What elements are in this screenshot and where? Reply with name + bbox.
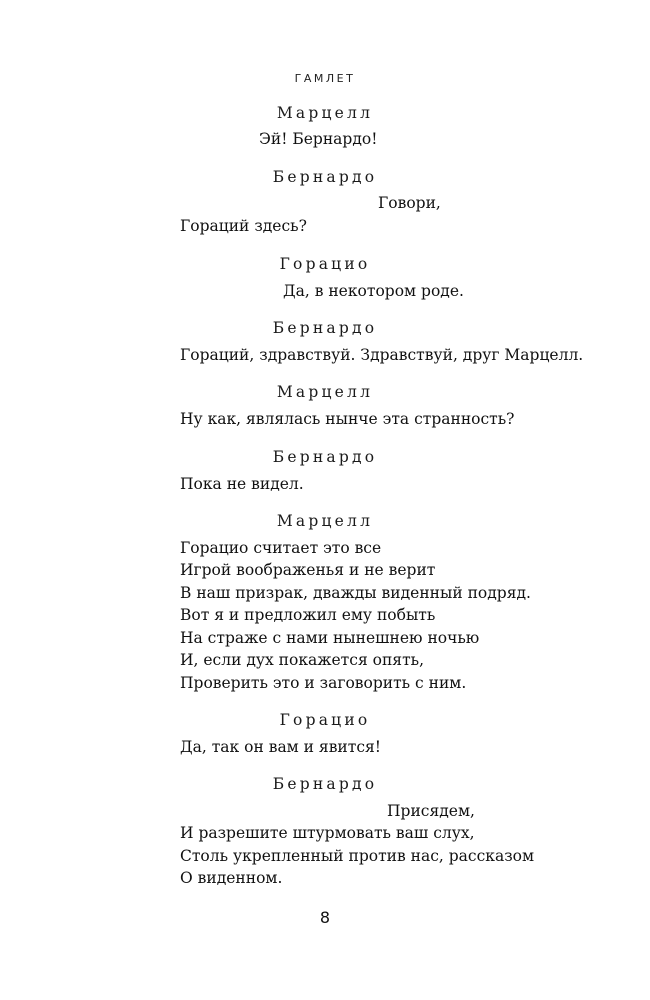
verse-line: Эй! Бернардо! (259, 130, 378, 148)
speaker-name: Бернардо (272, 319, 378, 337)
speaker-name: Горацио (279, 711, 371, 729)
verse-line: Столь укрепленный против нас, рассказом (180, 847, 535, 865)
verse-line: Вот я и предложил ему побыть (180, 606, 436, 624)
verse-line: Гораций здесь? (180, 217, 307, 235)
verse-line: Да, так он вам и явится! (180, 738, 382, 756)
verse-line: В наш призрак, дважды виденный подряд. (180, 584, 531, 602)
verse-line: Присядем, (387, 802, 475, 820)
speaker-name: Бернардо (272, 775, 378, 793)
verse-line: Ну как, являлась нынче эта странность? (180, 410, 515, 428)
page-number: 8 (319, 908, 331, 927)
verse-line: Говори, (378, 194, 441, 212)
verse-line: На страже с нами нынешнею ночью (180, 629, 480, 647)
verse-line: Пока не видел. (180, 475, 304, 493)
speaker-name: Бернардо (272, 448, 378, 466)
speaker-name: Горацио (279, 255, 371, 273)
verse-line: Гораций, здравствуй. Здравствуй, друг Марцелл. (180, 346, 584, 364)
running-head: ГАМЛЕТ (294, 72, 356, 85)
speaker-name: Бернардо (272, 168, 378, 186)
verse-line: Игрой воображенья и не верит (180, 561, 436, 579)
verse-line: Да, в некотором роде. (283, 282, 464, 300)
speaker-name: Марцелл (276, 104, 374, 122)
verse-line: И, если дух покажется опять, (180, 651, 425, 669)
speaker-name: Марцелл (276, 512, 374, 530)
verse-line: Горацио считает это все (180, 539, 382, 557)
verse-line: И разрешите штурмовать ваш слух, (180, 824, 475, 842)
verse-line: Проверить это и заговорить с ним. (180, 674, 467, 692)
speaker-name: Марцелл (276, 383, 374, 401)
verse-line: О виденном. (180, 869, 283, 887)
